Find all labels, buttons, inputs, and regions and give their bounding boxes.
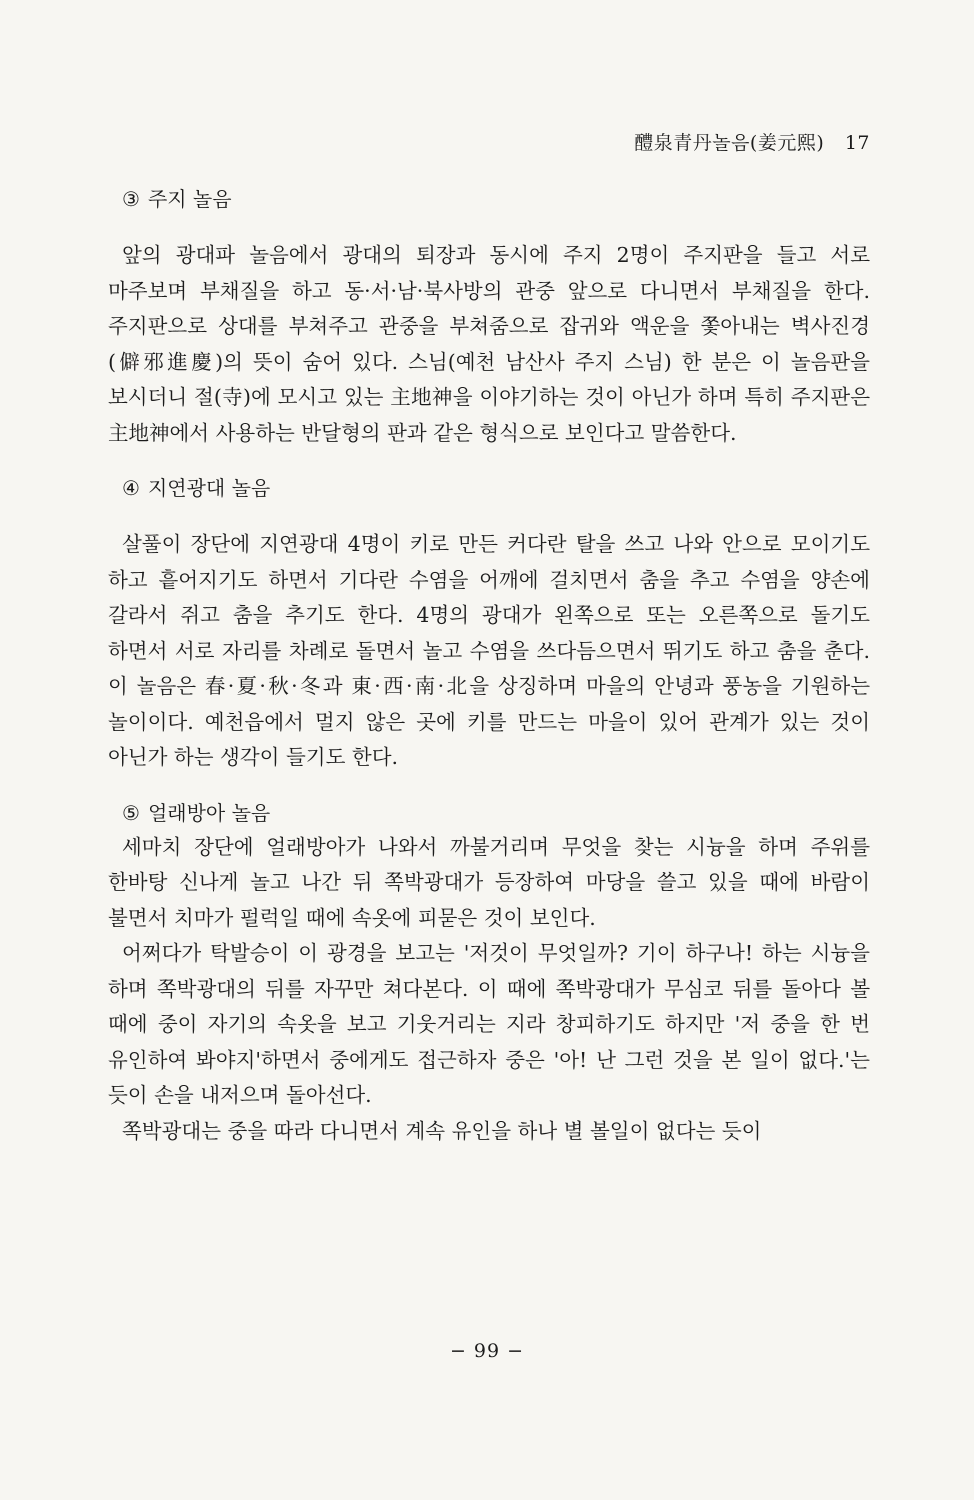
section-heading-3 [122,182,870,216]
section-marker: ③ [122,187,140,211]
paragraph: 어쩌다가 탁발승이 이 광경을 보고는 '저것이 무엇일까? 기이 하구나! 하는 시늉을 하며 쪽박광대의 뒤를 자꾸만 쳐다본다. 이 때에 쪽박광대가 무심코 뒤를 돌아다 볼 때에 중이 자기의 속옷을 보고 기웃거리는 지라 창피하기도 하지만 '저 중을 한 번 유인하여 봐야지'하면서 중에게도 접근하자 중은 '아! 난 그런 것을 본 일이 없다.'는 듯이 손을 내저으며 돌아선다. [108,941,870,1107]
running-header-title: 醴泉青丹놀음(姜元熙) [634,132,825,154]
section-title: 지연광대 놀음 [147,476,271,500]
section-heading-4 [122,471,870,505]
page-folio: − 99 − [449,1340,525,1362]
section-marker: ④ [122,476,140,500]
paragraph: 앞의 광대파 놀음에서 광대의 퇴장과 동시에 주지 2명이 주지판을 들고 서로 마주보며 부채질을 하고 동·서·남·북사방의 관중 앞으로 다니면서 부채질을 한다. 주지판으로 상대를 부쳐주고 관중을 부쳐줌으로 잡귀와 액운을 쫓아내는 벽사진경(僻邪進慶)의 뜻이 숨어 있다. 스님(예천 남산사 주지 스님) 한 분은 이 놀음판을 보시더니 절(寺)에 모시고 있는 主地神을 이야기하는 것이 아닌가 하며 특히 주지판은 主地神에서 사용하는 반달형의 판과 같은 형식으로 보인다고 말씀한다. [108,243,870,445]
section-title: 주지 놀음 [147,187,232,211]
section-title: 얼래방아 놀음 [147,800,271,825]
section-marker: ⑤ [122,800,140,825]
running-header-page-number: 17 [844,132,870,154]
paragraph: 살풀이 장단에 지연광대 4명이 키로 만든 커다란 탈을 쓰고 나와 안으로 모이기도 하고 흩어지기도 하면서 기다란 수염을 어깨에 걸치면서 춤을 추고 수염을 양손에 갈라서 쥐고 춤을 추기도 한다. 4명의 광대가 왼쪽으로 또는 오른쪽으로 돌기도 하면서 서로 자리를 차례로 돌면서 놀고 수염을 쓰다듬으면서 뛰기도 하고 춤을 춘다. 이 놀음은 春·夏·秋·冬과 東·西·南·北을 상징하며 마을의 안녕과 풍농을 기원하는 놀이이다. 예천읍에서 멀지 않은 곳에 키를 만드는 마을이 있어 관계가 있는 것이 아닌가 하는 생각이 들기도 한다. [108,532,870,769]
paragraph: 세마치 장단에 얼래방아가 나와서 까불거리며 무엇을 찾는 시늉을 하며 주위를 한바탕 신나게 놀고 나간 뒤 쪽박광대가 등장하여 마당을 쓸고 있을 때에 바람이 불면서 치마가 펄럭일 때에 속옷에 피묻은 것이 보인다. [108,834,870,930]
section-heading-5 [122,796,870,830]
running-header [634,128,870,155]
body-text [108,182,870,1149]
paragraph: 쪽박광대는 중을 따라 다니면서 계속 유인을 하나 별 볼일이 없다는 듯이 [122,1118,762,1143]
